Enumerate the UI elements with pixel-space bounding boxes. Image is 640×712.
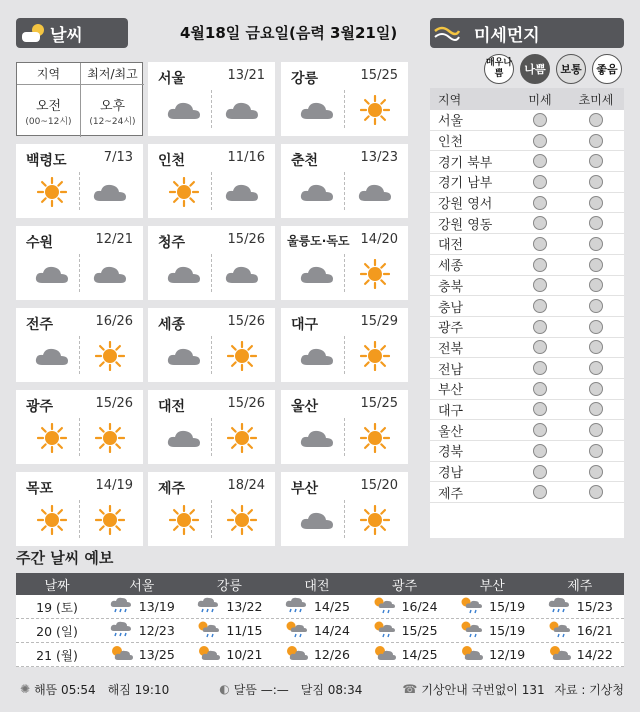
divider xyxy=(79,254,80,292)
cloud-icon xyxy=(164,420,204,456)
sun-rain-icon xyxy=(284,620,308,641)
city-cell xyxy=(16,472,143,546)
dust-row xyxy=(430,151,624,172)
cloud-icon xyxy=(355,174,395,210)
sunset-text: 해짐 19:10 xyxy=(107,682,170,697)
date-text: 4월18일 금요일(음력 3월21일) xyxy=(180,24,398,42)
pm25-indicator xyxy=(589,361,603,375)
dust-region: 강원 영동 xyxy=(438,217,493,233)
weekly-date: 19 (토) xyxy=(36,599,78,615)
legend-pm-sub: (12~24시) xyxy=(89,117,136,127)
dust-row xyxy=(430,338,624,359)
pm25-indicator xyxy=(589,113,603,127)
city-temp: 11/16 xyxy=(227,150,265,165)
cloud-icon xyxy=(164,338,204,374)
sunrise-icon: ✺ xyxy=(20,682,31,696)
weekly-temp: 16/21 xyxy=(576,623,613,638)
sun-icon xyxy=(90,338,130,374)
sun-cloud-icon xyxy=(459,644,483,665)
city-cell xyxy=(281,144,408,218)
pm10-indicator xyxy=(533,237,547,251)
city-name: 인천 xyxy=(158,153,186,169)
sun-icon xyxy=(355,502,395,538)
weekly-temp: 14/24 xyxy=(313,623,350,638)
city-name: 수원 xyxy=(26,235,54,251)
dust-row xyxy=(430,462,624,483)
rain-cloud-icon xyxy=(109,596,133,617)
dust-row xyxy=(430,317,624,338)
pm10-indicator xyxy=(533,485,547,499)
pm10-indicator xyxy=(533,382,547,396)
cloud-icon xyxy=(222,174,262,210)
dust-row xyxy=(430,296,624,317)
sun-cloud-icon xyxy=(372,644,396,665)
phone-icon: ☎ xyxy=(402,682,418,696)
pm10-indicator xyxy=(533,361,547,375)
dust-head-pm25: 초미세 xyxy=(578,92,614,107)
weekly-date: 20 (일) xyxy=(36,623,78,639)
weekly-temp: 12/26 xyxy=(313,647,350,662)
dust-row xyxy=(430,400,624,421)
city-name: 전주 xyxy=(26,317,54,333)
pm25-indicator xyxy=(589,423,603,437)
city-temp: 15/26 xyxy=(227,396,265,411)
pm10-indicator xyxy=(533,216,547,230)
weather-header xyxy=(16,18,128,48)
dust-head-region: 지역 xyxy=(438,92,462,107)
dust-row xyxy=(430,420,624,441)
city-temp: 14/19 xyxy=(95,478,133,493)
weather-title: 날씨 xyxy=(50,25,83,46)
dust-region: 제주 xyxy=(438,486,464,502)
city-name: 세종 xyxy=(158,317,186,333)
pm10-indicator xyxy=(533,299,547,313)
cloud-icon xyxy=(32,256,72,292)
divider xyxy=(211,172,212,210)
pm10-indicator xyxy=(533,444,547,458)
rain-cloud-icon xyxy=(547,596,571,617)
city-name: 목포 xyxy=(26,481,54,497)
pm10-indicator xyxy=(533,340,547,354)
legend-am: 오전 xyxy=(35,99,62,114)
city-name: 울릉도·독도 xyxy=(287,234,350,248)
cloud-icon xyxy=(297,502,337,538)
info-text: 기상안내 국번없이 131 xyxy=(421,682,545,697)
divider xyxy=(211,336,212,374)
city-cell xyxy=(281,308,408,382)
city-name: 청주 xyxy=(158,235,186,251)
divider xyxy=(79,500,80,538)
dust-region: 울산 xyxy=(438,424,464,440)
pm25-indicator xyxy=(589,340,603,354)
sun-cloud-icon xyxy=(284,644,308,665)
divider xyxy=(344,254,345,292)
weekly-head-city: 서울 xyxy=(129,578,155,594)
sun-icon xyxy=(222,502,262,538)
dust-row xyxy=(430,213,624,234)
cloud-icon xyxy=(297,92,337,128)
rain-cloud-icon xyxy=(196,596,220,617)
city-cell xyxy=(148,308,275,382)
dust-head-pm10: 미세 xyxy=(528,92,552,107)
dust-row xyxy=(430,110,624,131)
pm25-indicator xyxy=(589,299,603,313)
pm25-indicator xyxy=(589,485,603,499)
pm25-indicator xyxy=(589,175,603,189)
weekly-temp: 16/24 xyxy=(401,599,438,614)
city-name: 제주 xyxy=(158,481,186,497)
weekly-table xyxy=(16,573,624,667)
sun-icon xyxy=(32,174,72,210)
city-temp: 15/29 xyxy=(360,314,398,329)
dust-region: 충북 xyxy=(438,279,464,295)
divider xyxy=(211,90,212,128)
dust-row xyxy=(430,276,624,297)
moonset-text: 달짐 08:34 xyxy=(300,682,363,697)
weekly-temp: 14/22 xyxy=(576,647,613,662)
divider xyxy=(211,254,212,292)
pm10-indicator xyxy=(533,134,547,148)
divider xyxy=(344,418,345,456)
dust-region: 광주 xyxy=(438,321,464,337)
legend-minmax: 최저/최고 xyxy=(87,67,138,81)
legend-region: 지역 xyxy=(17,63,81,84)
dust-level-badge: 매우나쁨 xyxy=(484,54,514,84)
dust-region: 세종 xyxy=(438,259,464,275)
dust-table xyxy=(430,88,624,538)
pm25-indicator xyxy=(589,258,603,272)
sun-icon xyxy=(90,502,130,538)
weekly-temp: 13/22 xyxy=(226,599,263,614)
city-temp: 14/20 xyxy=(360,232,398,247)
city-temp: 15/25 xyxy=(360,68,398,83)
city-cell xyxy=(16,308,143,382)
weekly-temp: 11/15 xyxy=(226,623,263,638)
divider xyxy=(79,172,80,210)
city-cell xyxy=(281,390,408,464)
weekly-head-city: 부산 xyxy=(479,578,505,594)
sun-rain-icon xyxy=(459,620,483,641)
pm25-indicator xyxy=(589,216,603,230)
divider xyxy=(344,336,345,374)
weekly-head-city: 광주 xyxy=(392,578,418,594)
sun-cloud-icon xyxy=(16,22,50,44)
city-temp: 12/21 xyxy=(95,232,133,247)
dust-row xyxy=(430,234,624,255)
sun-icon xyxy=(355,92,395,128)
dust-region: 대전 xyxy=(438,238,464,254)
weekly-temp: 15/25 xyxy=(401,623,438,638)
dust-region: 전남 xyxy=(438,362,464,378)
city-temp: 16/26 xyxy=(95,314,133,329)
dust-region: 충남 xyxy=(438,300,464,316)
city-cell xyxy=(281,226,408,300)
dust-level-badge: 보통 xyxy=(556,54,586,84)
weekly-temp: 13/19 xyxy=(138,599,175,614)
pm10-indicator xyxy=(533,258,547,272)
legend-am-sub: (00~12시) xyxy=(25,117,72,127)
dust-level-badge: 나쁨 xyxy=(520,54,550,84)
sun-cloud-icon xyxy=(547,644,571,665)
city-name: 대구 xyxy=(291,317,319,333)
cloud-icon xyxy=(222,256,262,292)
moonrise-text: 달뜸 —:— xyxy=(233,682,289,697)
dust-region: 서울 xyxy=(438,114,464,130)
city-name: 부산 xyxy=(291,481,319,497)
city-temp: 15/26 xyxy=(227,314,265,329)
pm25-indicator xyxy=(589,402,603,416)
city-cell xyxy=(281,472,408,546)
weekly-head-date: 날짜 xyxy=(44,578,70,594)
weekly-temp: 12/23 xyxy=(138,623,175,638)
dust-row xyxy=(430,379,624,400)
city-name: 백령도 xyxy=(26,153,67,169)
weekly-temp: 10/21 xyxy=(226,647,263,662)
pm25-indicator xyxy=(589,382,603,396)
dust-region: 경남 xyxy=(438,466,464,482)
dust-row xyxy=(430,255,624,276)
dust-icon xyxy=(430,22,464,44)
city-cell xyxy=(148,62,275,136)
sun-icon xyxy=(164,502,204,538)
city-name: 강릉 xyxy=(291,71,319,87)
dust-level-badge: 좋음 xyxy=(592,54,622,84)
dust-legend xyxy=(484,54,622,84)
dust-header xyxy=(430,18,624,48)
dust-region: 전북 xyxy=(438,341,464,357)
sun-icon xyxy=(355,256,395,292)
city-cell xyxy=(148,390,275,464)
weekly-temp: 15/19 xyxy=(489,623,526,638)
pm10-indicator xyxy=(533,402,547,416)
city-name: 광주 xyxy=(26,399,54,415)
city-name: 춘천 xyxy=(291,153,319,169)
dust-region: 강원 영서 xyxy=(438,197,493,213)
weekly-date: 21 (월) xyxy=(36,647,78,663)
dust-region: 인천 xyxy=(438,135,464,151)
city-cell xyxy=(16,226,143,300)
city-cell xyxy=(148,472,275,546)
weekly-temp: 13/25 xyxy=(138,647,175,662)
pm25-indicator xyxy=(589,444,603,458)
footer xyxy=(16,676,624,702)
sun-cloud-icon xyxy=(109,644,133,665)
pm10-indicator xyxy=(533,175,547,189)
cloud-icon xyxy=(297,256,337,292)
weekly-temp: 15/23 xyxy=(576,599,613,614)
sun-cloud-icon xyxy=(196,644,220,665)
pm10-indicator xyxy=(533,278,547,292)
dust-region: 경기 북부 xyxy=(438,155,493,171)
rain-cloud-icon xyxy=(109,620,133,641)
weekly-title: 주간 날씨 예보 xyxy=(16,549,114,567)
cloud-icon xyxy=(164,92,204,128)
city-cell xyxy=(16,144,143,218)
pm25-indicator xyxy=(589,237,603,251)
cloud-icon xyxy=(222,92,262,128)
city-temp: 15/26 xyxy=(227,232,265,247)
sun-icon xyxy=(222,338,262,374)
sunrise-text: 해뜸 05:54 xyxy=(34,682,96,697)
dust-region: 대구 xyxy=(438,403,464,419)
divider xyxy=(79,418,80,456)
city-temp: 7/13 xyxy=(103,150,133,165)
divider xyxy=(79,336,80,374)
dust-region: 경기 남부 xyxy=(438,176,493,192)
city-name: 대전 xyxy=(158,399,186,415)
divider xyxy=(344,90,345,128)
dust-row xyxy=(430,482,624,503)
moon-icon: ◐ xyxy=(219,682,230,696)
city-temp: 13/21 xyxy=(227,68,265,83)
pm10-indicator xyxy=(533,196,547,210)
cloud-icon xyxy=(297,338,337,374)
rain-cloud-icon xyxy=(284,596,308,617)
dust-row xyxy=(430,193,624,214)
divider xyxy=(344,172,345,210)
cloud-icon xyxy=(297,174,337,210)
city-name: 서울 xyxy=(158,71,186,87)
weekly-temp: 14/25 xyxy=(401,647,438,662)
dust-row xyxy=(430,131,624,152)
dust-row xyxy=(430,441,624,462)
pm10-indicator xyxy=(533,113,547,127)
sun-icon xyxy=(90,420,130,456)
dust-title: 미세먼지 xyxy=(474,25,540,46)
cloud-icon xyxy=(32,338,72,374)
city-temp: 15/20 xyxy=(360,478,398,493)
city-cell xyxy=(148,226,275,300)
cloud-icon xyxy=(297,420,337,456)
cloud-icon xyxy=(90,174,130,210)
sun-icon xyxy=(222,420,262,456)
pm25-indicator xyxy=(589,154,603,168)
divider xyxy=(211,500,212,538)
city-temp: 18/24 xyxy=(227,478,265,493)
sun-rain-icon xyxy=(196,620,220,641)
legend-cell xyxy=(16,62,143,136)
pm25-indicator xyxy=(589,134,603,148)
pm10-indicator xyxy=(533,423,547,437)
dust-row xyxy=(430,172,624,193)
pm25-indicator xyxy=(589,465,603,479)
pm10-indicator xyxy=(533,320,547,334)
city-cell xyxy=(148,144,275,218)
weekly-temp: 12/19 xyxy=(489,647,526,662)
sun-icon xyxy=(32,502,72,538)
divider xyxy=(344,500,345,538)
dust-region: 부산 xyxy=(438,383,464,399)
city-name: 울산 xyxy=(291,399,319,415)
city-temp: 15/26 xyxy=(95,396,133,411)
city-temp: 13/23 xyxy=(360,150,398,165)
sun-rain-icon xyxy=(547,620,571,641)
city-cell xyxy=(16,390,143,464)
city-temp: 15/25 xyxy=(360,396,398,411)
pm25-indicator xyxy=(589,320,603,334)
weekly-head-city: 강릉 xyxy=(216,578,242,594)
weekly-temp: 14/25 xyxy=(313,599,350,614)
pm25-indicator xyxy=(589,278,603,292)
weekly-head-city: 제주 xyxy=(567,578,593,594)
sun-icon xyxy=(355,420,395,456)
pm25-indicator xyxy=(589,196,603,210)
weekly-row xyxy=(16,595,624,619)
weekly-temp: 15/19 xyxy=(489,599,526,614)
sun-rain-icon xyxy=(459,596,483,617)
weekly-row xyxy=(16,619,624,643)
pm10-indicator xyxy=(533,154,547,168)
sun-icon xyxy=(32,420,72,456)
sun-rain-icon xyxy=(372,620,396,641)
cloud-icon xyxy=(164,256,204,292)
weekly-row xyxy=(16,643,624,667)
pm10-indicator xyxy=(533,465,547,479)
cloud-icon xyxy=(90,256,130,292)
divider xyxy=(211,418,212,456)
legend-pm: 오후 xyxy=(99,99,126,114)
sun-icon xyxy=(355,338,395,374)
sun-rain-icon xyxy=(372,596,396,617)
weekly-head-city: 대전 xyxy=(304,578,330,594)
dust-row xyxy=(430,358,624,379)
sun-icon xyxy=(164,174,204,210)
city-cell xyxy=(281,62,408,136)
dust-region: 경북 xyxy=(438,445,464,461)
source-text: 자료 : 기상청 xyxy=(554,682,624,697)
